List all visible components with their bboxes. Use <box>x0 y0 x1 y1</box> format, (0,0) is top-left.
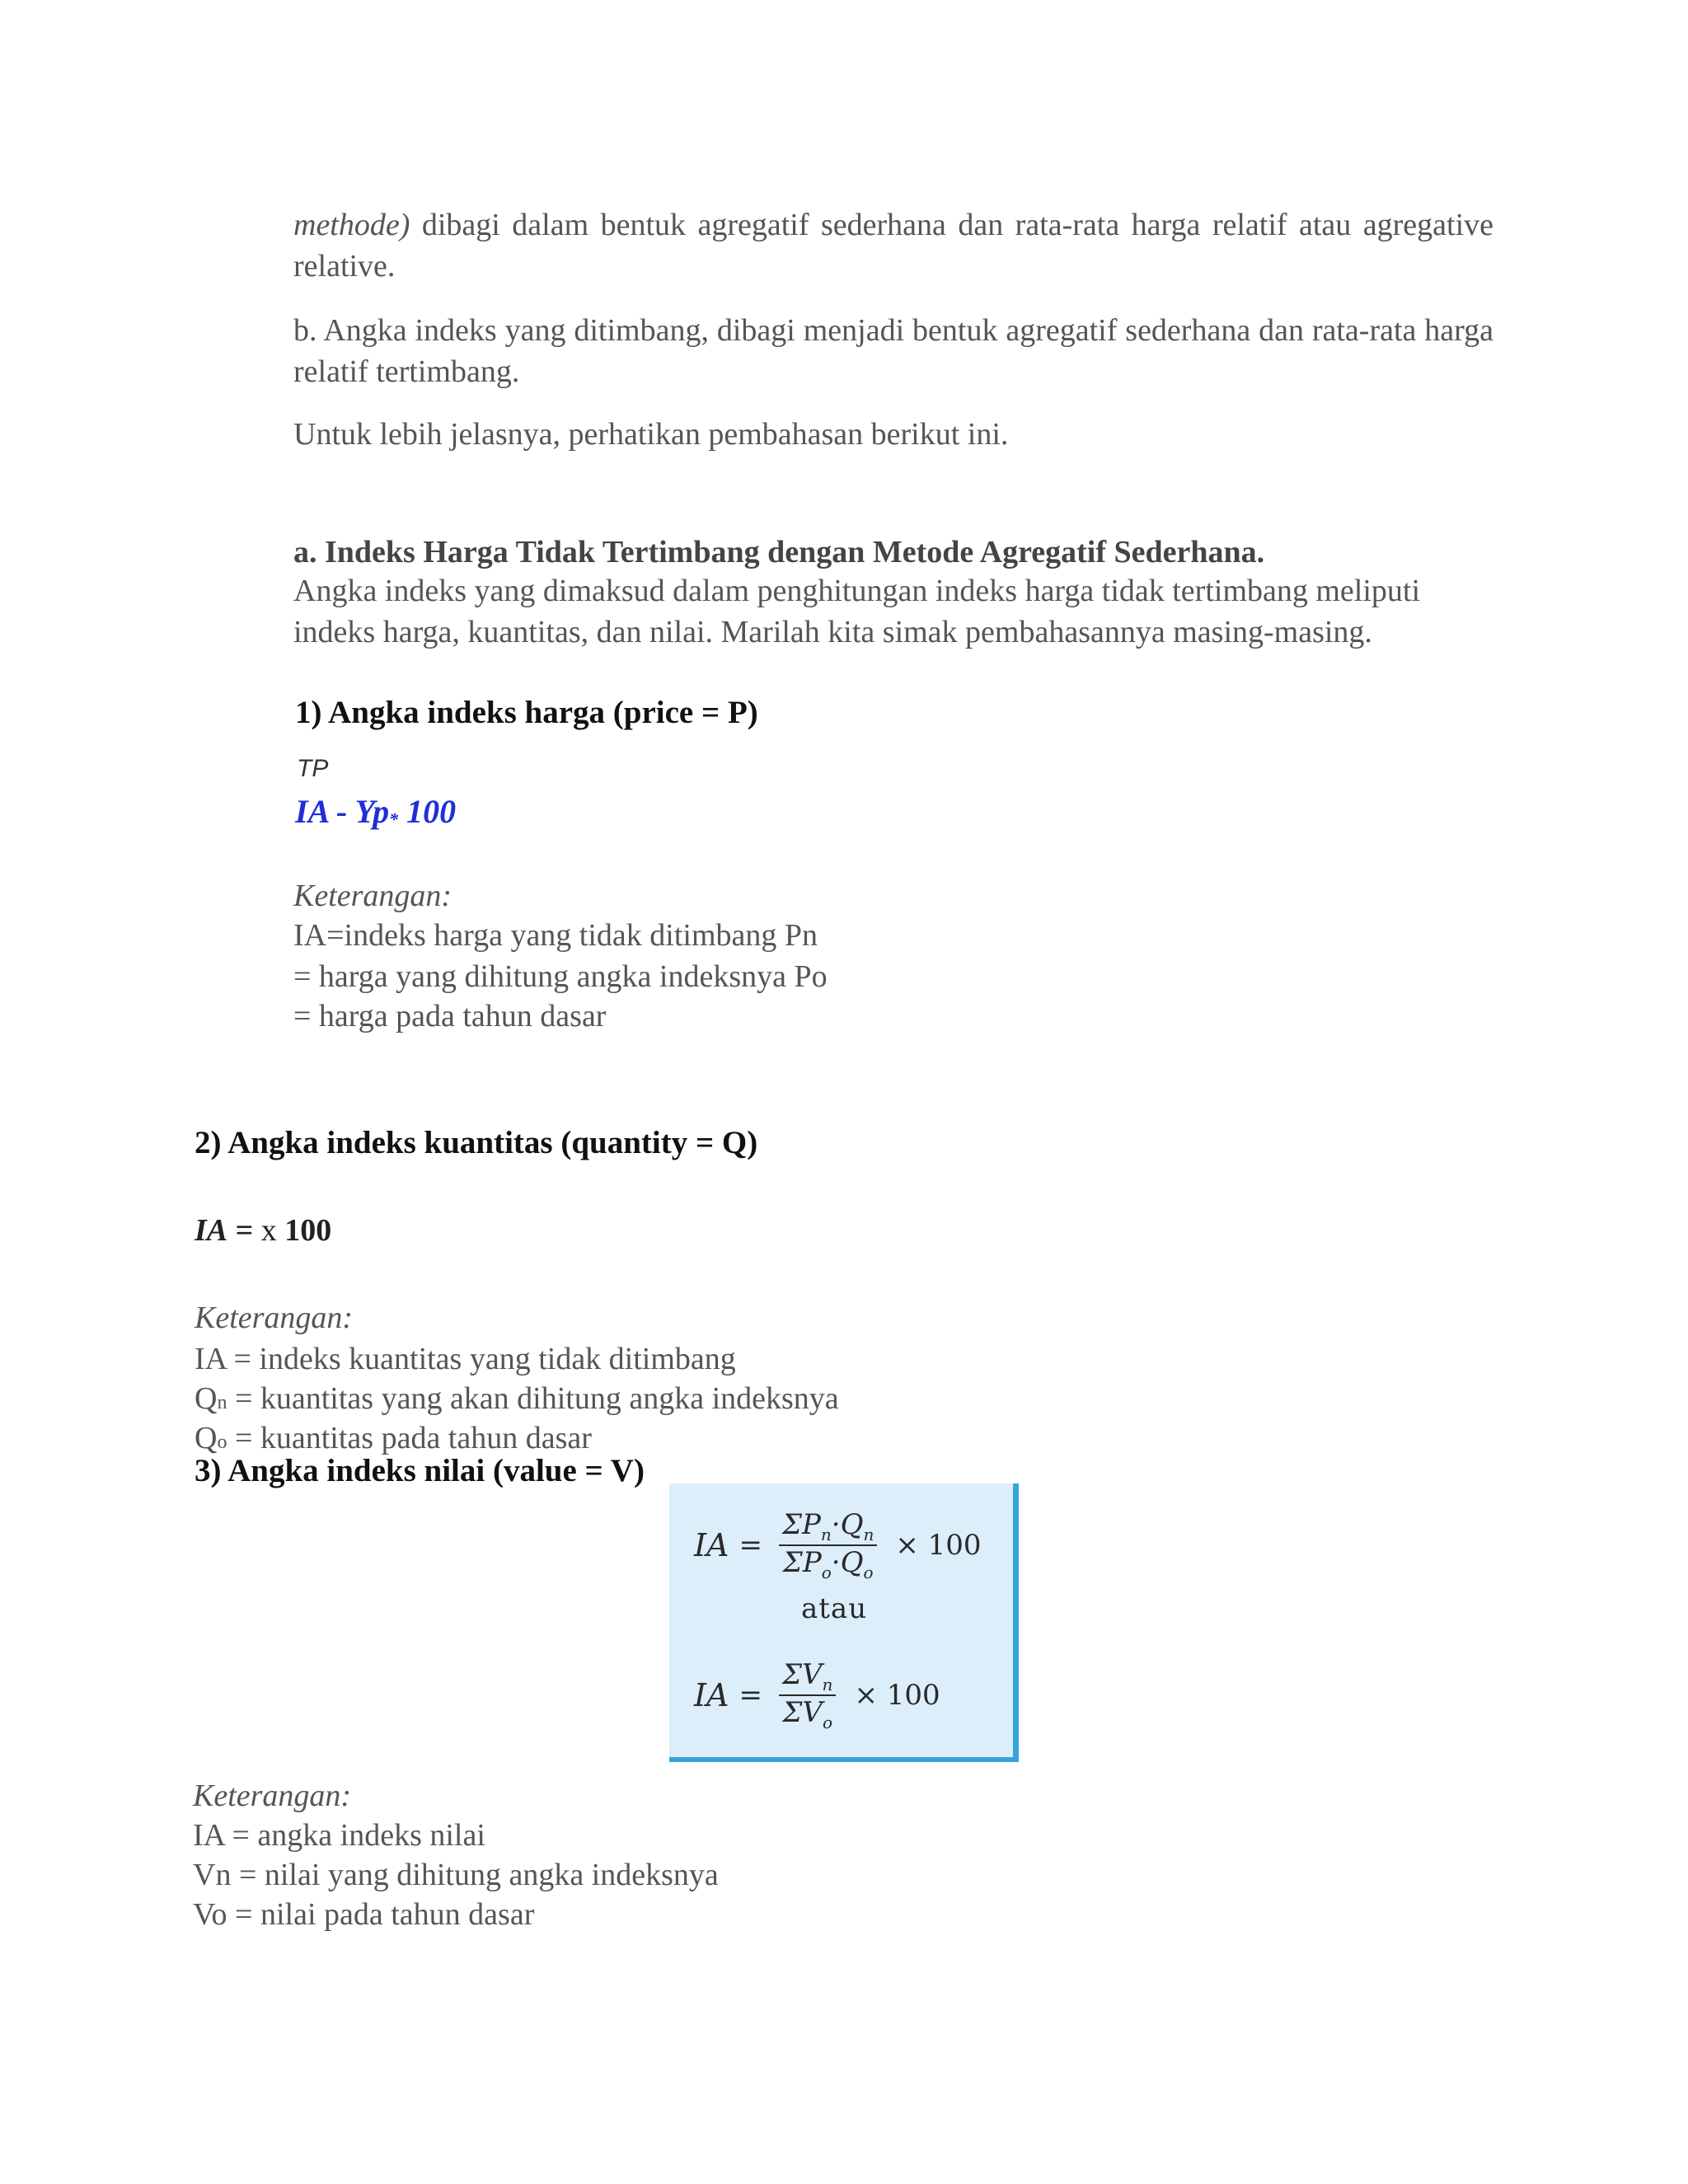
quantity-formula-ia: IA <box>195 1213 228 1248</box>
quantity-ket-text-3: = kuantitas pada tahun dasar <box>227 1421 592 1455</box>
formula-eq-2: = <box>738 1679 762 1712</box>
quantity-ket-line-2 <box>195 1378 839 1423</box>
value-ket-line-2: Vn = nilai yang dihitung angka indeksnya <box>193 1858 719 1892</box>
formula-atau: atau <box>801 1592 868 1625</box>
quantity-formula-eq: = <box>227 1213 261 1248</box>
formula-times-2: × 100 <box>854 1679 940 1712</box>
value-index-heading: 3) Angka indeks nilai (value = V) <box>195 1453 645 1488</box>
quantity-sub-n: n <box>217 1392 227 1413</box>
quantity-sym-qn: Q <box>195 1381 218 1416</box>
value-ket-line-1: IA = angka indeks nilai <box>193 1818 485 1853</box>
intro-paragraph-b: b. Angka indeks yang ditimbang, dibagi menjadi bentuk agregatif sederhana dan rata-rata harga relatif tertimbang. <box>293 313 1493 389</box>
price-formula-main: IA - Yp <box>295 793 390 830</box>
value-ket-label: Keterangan: <box>193 1779 352 1813</box>
formula-fraction-2 <box>779 1658 836 1732</box>
formula-fraction-1 <box>779 1508 877 1582</box>
fraction-2-denominator: $\Sigma V_o$ <box>782 1696 833 1732</box>
fraction-1-denominator: $\Sigma P_o\cdot Q_o$ <box>782 1546 874 1582</box>
quantity-index-heading: 2) Angka indeks kuantitas (quantity = Q) <box>195 1125 758 1160</box>
quantity-index-formula <box>195 1210 331 1251</box>
intro-text-a: dibagi dalam bentuk agregatif sederhana dan rata-rata harga relatif atau agregative relative. <box>293 208 1493 284</box>
intro-paragraph-a <box>293 204 1493 287</box>
value-formula-box <box>669 1483 1019 1762</box>
intro-italic-methode: methode) <box>293 208 410 242</box>
fraction-1-numerator: $\Sigma P_n\cdot Q_n$ <box>781 1508 874 1544</box>
price-ket-line-3: = harga pada tahun dasar <box>293 999 607 1033</box>
quantity-ket-text-2: = kuantitas yang akan dihitung angka indeksnya <box>227 1381 839 1416</box>
value-formula-row-2 <box>694 1658 940 1732</box>
quantity-sym-qo: Q <box>195 1421 218 1455</box>
quantity-ket-label: Keterangan: <box>195 1301 354 1335</box>
price-ket-line-1: IA=indeks harga yang tidak ditimbang Pn <box>293 918 818 953</box>
section-a-heading: a. Indeks Harga Tidak Tertimbang dengan Metode Agregatif Sederhana. <box>293 535 1265 569</box>
formula-times-1: × 100 <box>895 1529 982 1562</box>
price-formula-star: * <box>389 808 399 830</box>
quantity-sub-o: o <box>217 1432 227 1453</box>
value-ket-line-3: Vo = nilai pada tahun dasar <box>193 1897 535 1932</box>
formula-ia-1: IA <box>694 1527 729 1563</box>
price-index-formula <box>295 791 456 840</box>
section-a-body: Angka indeks yang dimaksud dalam penghitungan indeks harga tidak tertimbang meliputi indeks harga, kuantitas, dan nilai. Marilah kita simak pembahasannya masing-masing. <box>293 574 1421 649</box>
price-index-heading: 1) Angka indeks harga (price = P) <box>295 695 758 730</box>
value-formula-row-1 <box>694 1508 982 1582</box>
fraction-2-numerator: $\Sigma V_n$ <box>781 1658 833 1694</box>
price-ket-label: Keterangan: <box>293 879 452 913</box>
formula-ia-2: IA <box>694 1677 729 1713</box>
quantity-formula-100: 100 <box>276 1213 332 1248</box>
price-formula-tail: 100 <box>398 793 457 830</box>
price-ket-line-2: = harga yang dihitung angka indeksnya Po <box>293 959 828 994</box>
quantity-formula-x: x <box>260 1213 277 1248</box>
quantity-ket-line-1: IA = indeks kuantitas yang tidak ditimbang <box>195 1342 736 1376</box>
formula-eq-1: = <box>738 1529 762 1562</box>
price-index-tp: TP <box>297 755 329 782</box>
intro-paragraph-c: Untuk lebih jelasnya, perhatikan pembahasan berikut ini. <box>293 417 1009 452</box>
